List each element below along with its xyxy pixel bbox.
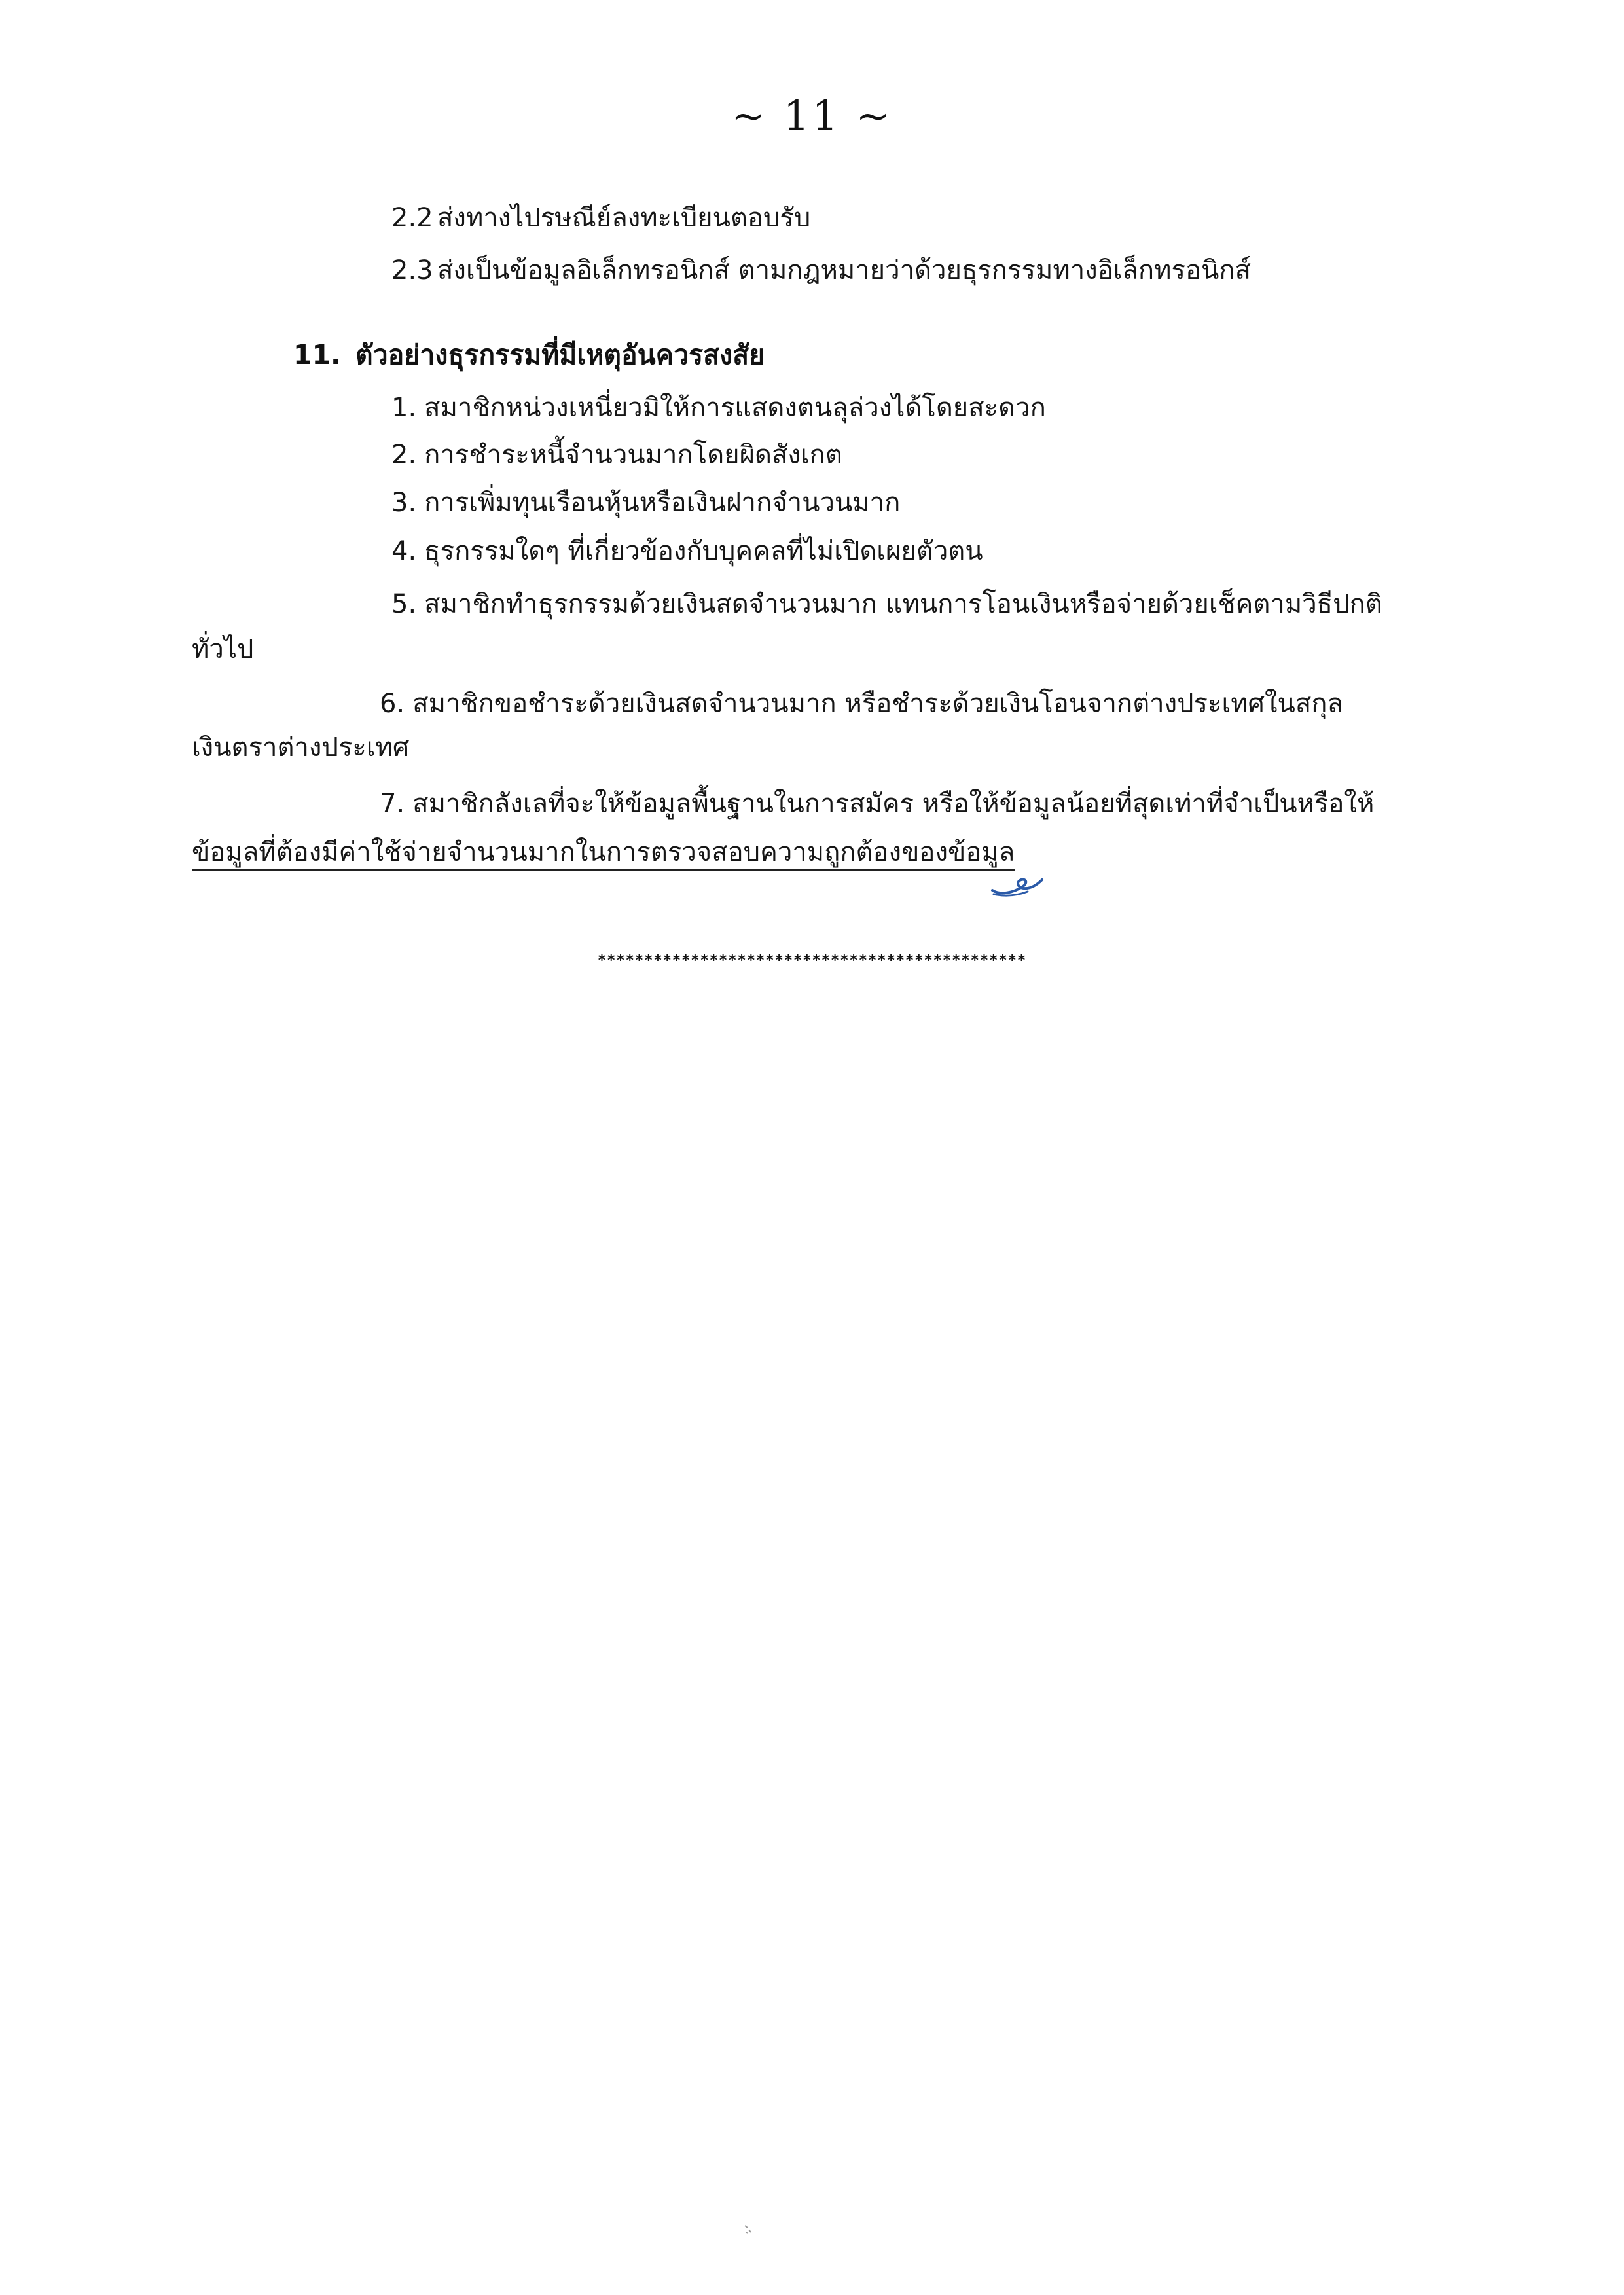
item-2-2 (391, 198, 810, 238)
list-item (380, 684, 1343, 723)
scan-speck (740, 2219, 759, 2239)
list-item-continuation: เงินตราต่างประเทศ (192, 732, 410, 763)
list-item (391, 483, 900, 522)
item-number: 2.2 (391, 203, 433, 233)
item-text: สมาชิกหน่วงเหนี่ยวมิให้การแสดงตนลุล่วงได้โดยสะดวก (424, 393, 1046, 423)
item-text: การเพิ่มทุนเรือนหุ้นหรือเงินฝากจำนวนมาก (424, 488, 901, 518)
underlined-text: ข้อมูลที่ต้องมีค่าใช้จ่ายจำนวนมากในการตรวจสอบความถูกต้องของข้อมูล (192, 837, 1015, 871)
section-number: 11. (293, 339, 341, 370)
item-text: สมาชิกขอชำระด้วยเงินสดจำนวนมาก หรือชำระด้วยเงินโอนจากต่างประเทศในสกุล (412, 689, 1343, 719)
page-number: ~ 11 ~ (731, 92, 893, 139)
section-heading (293, 335, 765, 374)
list-item-continuation (192, 833, 1015, 872)
list-item (391, 585, 1382, 624)
list-item-continuation: ทั่วไป (192, 634, 254, 664)
item-number: 5. (391, 589, 417, 619)
item-number: 2. (391, 440, 417, 470)
list-item (391, 435, 842, 475)
list-item (380, 784, 1374, 823)
item-number: 6. (380, 689, 405, 719)
section-title: ตัวอย่างธุรกรรมที่มีเหตุอันควรสงสัย (355, 339, 765, 370)
list-item (391, 388, 1046, 427)
item-text: สมาชิกทำธุรกรรมด้วยเงินสดจำนวนมาก แทนการโอนเงินหรือจ่ายด้วยเช็คตามวิธีปกติ (424, 589, 1382, 619)
list-item (391, 532, 983, 571)
item-text: การชำระหนี้จำนวนมากโดยผิดสังเกต (424, 440, 842, 470)
item-number: 1. (391, 393, 417, 423)
item-number: 2.3 (391, 255, 433, 285)
item-text: ส่งทางไปรษณีย์ลงทะเบียนตอบรับ (437, 203, 811, 233)
item-2-3 (391, 251, 1251, 290)
item-text: สมาชิกลังเลที่จะให้ข้อมูลพื้นฐานในการสมัคร หรือให้ข้อมูลน้อยที่สุดเท่าที่จำเป็นหรือให้ (412, 789, 1375, 819)
item-number: 4. (391, 536, 417, 566)
signature-mark (987, 864, 1046, 900)
item-number: 3. (391, 488, 417, 518)
item-text: ธุรกรรมใดๆ ที่เกี่ยวข้องกับบุคคลที่ไม่เปิดเผยตัวตน (424, 536, 983, 566)
item-number: 7. (380, 789, 405, 819)
end-divider: ********************************************** (597, 952, 1027, 969)
item-text: ส่งเป็นข้อมูลอิเล็กทรอนิกส์ ตามกฎหมายว่าด้วยธุรกรรมทางอิเล็กทรอนิกส์ (437, 255, 1251, 285)
